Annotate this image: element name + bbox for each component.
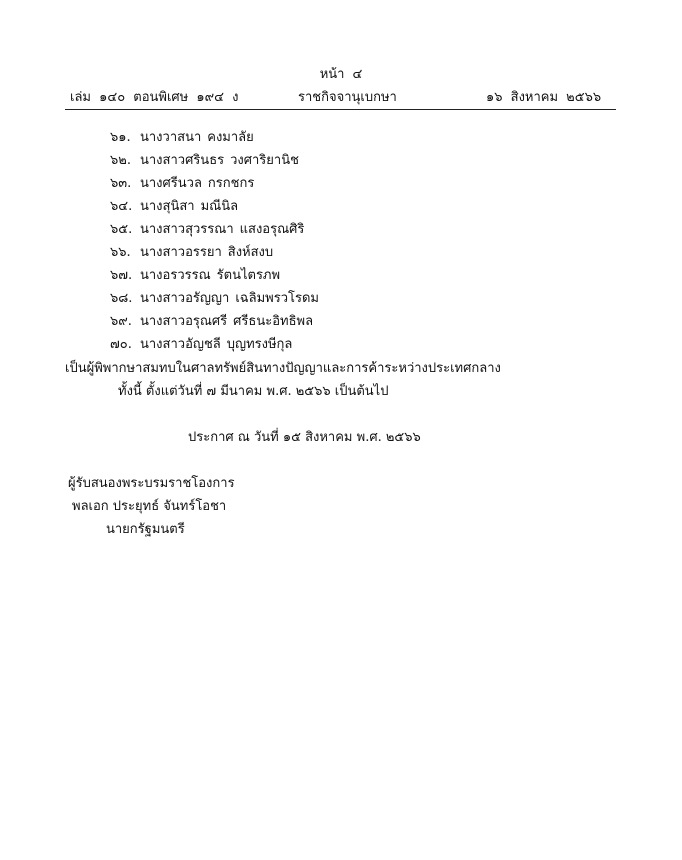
item-name: นางสาวอัญชลี [140,337,221,352]
gazette-date: ๑๖ สิงหาคม ๒๕๖๖ [486,90,602,105]
item-number: ๖๒. [110,153,131,168]
list-item [110,153,299,169]
item-name: นางสาวอรัญญา [140,291,230,306]
page-number-value: ๔ [352,67,363,82]
item-surname: วงศาริยานิช [230,153,299,168]
item-name: นางสาวอรรยา [140,245,222,260]
list-item [110,291,319,307]
item-number: ๖๙. [110,314,132,329]
item-surname: คงมาลัย [207,130,254,145]
item-number: ๖๗. [110,268,133,283]
item-number: ๖๑. [110,130,131,145]
list-item [110,268,280,284]
item-surname: บุญทรงษีกุล [226,337,293,352]
item-surname: ศรีธนะอิทธิพล [233,314,314,329]
announcement-date: ประกาศ ณ วันที่ ๑๕ สิงหาคม พ.ศ. ๒๕๖๖ [188,430,421,445]
item-surname: มณีนิล [200,199,239,214]
item-number: ๖๔. [110,199,133,214]
item-surname: สิงห์สงบ [227,245,274,260]
item-name: นางสาวสุวรรณา [140,222,234,237]
list-item [110,222,304,238]
item-name: นางอรวรรณ [140,268,211,283]
list-item [110,199,238,215]
item-name: นางวาสนา [140,130,202,145]
item-surname: เฉลิมพรวโรดม [235,291,319,306]
list-item [110,337,292,353]
list-item [110,245,273,261]
effective-date-statement: ทั้งนี้ ตั้งแต่วันที่ ๗ มีนาคม พ.ศ. ๒๕๖๖ เป็นต้นไป [118,384,389,399]
item-surname: รัตนไตรภพ [216,268,281,283]
position-statement: เป็นผู้พิพากษาสมทบในศาลทรัพย์สินทางปัญญาและการค้าระหว่างประเทศกลาง [65,361,501,376]
item-name: นางศรีนวล [140,176,202,191]
item-number: ๗๐. [110,337,132,352]
list-item [110,314,313,330]
signer-title: นายกรัฐมนตรี [106,522,185,537]
item-number: ๖๓. [110,176,132,191]
item-name: นางสาวอรุณศรี [140,314,228,329]
header-divider [65,109,616,110]
list-item [110,130,254,146]
page-label: หน้า [319,67,345,82]
page-number [0,67,682,83]
gazette-title: ราชกิจจานุเบกษา [298,90,397,105]
gazette-volume: เล่ม ๑๔๐ ตอนพิเศษ ๑๙๔ ง [70,90,239,105]
item-surname: แสงอรุณศิริ [239,222,305,237]
list-item [110,176,254,192]
item-number: ๖๖. [110,245,131,260]
signer-name: พลเอก ประยุทธ์ จันทร์โอชา [72,499,227,514]
item-number: ๖๘. [110,291,133,306]
item-name: นางสาวศรินธร [140,153,225,168]
countersign-label: ผู้รับสนองพระบรมราชโองการ [68,476,235,491]
item-number: ๖๕. [110,222,133,237]
item-surname: กรกชกร [207,176,255,191]
item-name: นางสุนิสา [140,199,195,214]
